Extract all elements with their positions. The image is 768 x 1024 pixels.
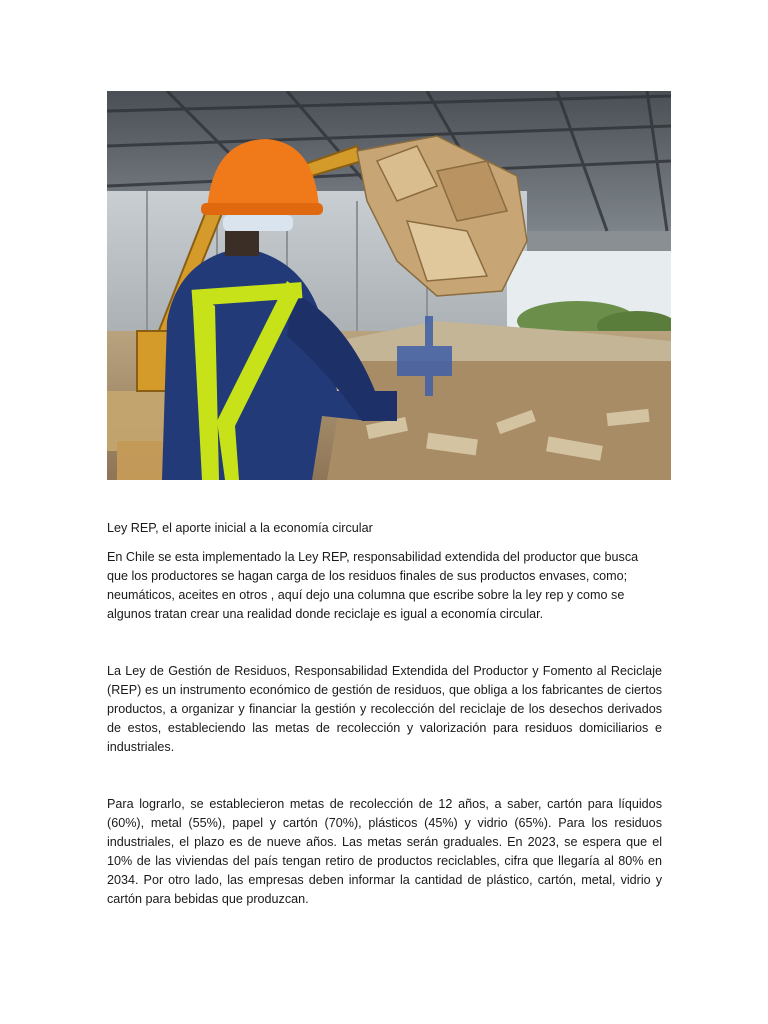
paragraph-text: En Chile se esta implementado la Ley REP, responsabilidad extendida del productor que busca que los productores se hagan carga de los residuos finales de sus productos envases, como; neumáticos, aceites en otros , aquí dejo una columna que escribe sobre la ley rep y como se algunos tratan crear una realidad donde reciclaje es igual a economía circular. [107, 550, 639, 621]
recycling-worker-photo [107, 91, 671, 480]
paragraph-text: La Ley de Gestión de Residuos, Responsabilidad Extendida del Productor y Fomento al Reciclaje (REP) es un instrumento económico de gestión de residuos, que obliga a los fabricantes de ciertos productos, a organizar y financiar la gestión y recolección del reciclaje de los desechos derivados de estos, estableciendo las metas de recolección y valorización para residuos domiciliarios e industriales. [107, 664, 662, 754]
article-heading: Ley REP, el aporte inicial a la economía circular [107, 521, 373, 535]
article-paragraph-3 [107, 795, 662, 909]
recycling-plant-illustration [107, 91, 671, 480]
article-paragraph-1 [107, 548, 662, 624]
article-paragraph-2 [107, 662, 662, 757]
paragraph-text: Para lograrlo, se establecieron metas de recolección de 12 años, a saber, cartón para líquidos (60%), metal (55%), papel y cartón (70%), plásticos (45%) y vidrio (65%). Para los residuos industriales, el plazo es de nueve años. Las metas serán graduales. En 2023, se espera que el 10% de las viviendas del país tengan retiro de productos reciclables, cifra que llegaría al 80% en 2034. Por otro lado, las empresas deben informar la cantidad de plástico, cartón, metal, vidrio y cartón para bebidas que produzcan. [107, 797, 662, 906]
